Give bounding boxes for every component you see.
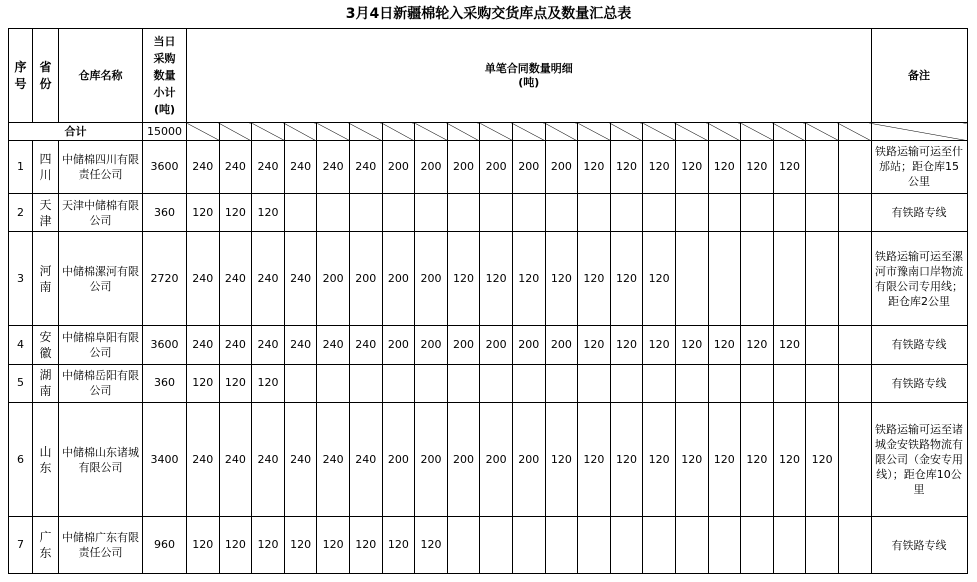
header-warehouse: 仓库名称 — [59, 29, 143, 123]
contract-cell — [545, 517, 578, 574]
total-diagonal-cell — [415, 123, 448, 141]
contract-cell — [708, 193, 741, 232]
contract-cell: 200 — [512, 141, 545, 194]
row-province: 山东 — [33, 403, 59, 517]
row-seq: 1 — [9, 141, 33, 194]
contract-cell: 120 — [610, 325, 643, 364]
total-value: 15000 — [143, 123, 187, 141]
total-diagonal-cell — [512, 123, 545, 141]
contract-cell: 200 — [382, 403, 415, 517]
contract-cell — [741, 517, 774, 574]
contract-cell: 120 — [708, 325, 741, 364]
contract-cell — [643, 193, 676, 232]
contract-cell: 120 — [643, 403, 676, 517]
row-warehouse: 中储棉阜阳有限公司 — [59, 325, 143, 364]
contract-cell — [578, 364, 611, 403]
contract-cell: 240 — [187, 141, 220, 194]
contract-cell: 200 — [512, 325, 545, 364]
total-diagonal-cell — [252, 123, 285, 141]
contract-cell — [838, 403, 871, 517]
contract-cell — [806, 232, 839, 326]
contract-cell — [773, 517, 806, 574]
table-row — [9, 193, 968, 232]
contract-cell: 120 — [578, 403, 611, 517]
contract-cell: 200 — [317, 232, 350, 326]
row-subtotal: 2720 — [143, 232, 187, 326]
contract-cell: 240 — [284, 232, 317, 326]
total-diagonal-cell — [349, 123, 382, 141]
contract-cell — [806, 364, 839, 403]
row-warehouse: 中储棉山东诸城有限公司 — [59, 403, 143, 517]
contract-cell: 200 — [447, 325, 480, 364]
contract-cell: 120 — [349, 517, 382, 574]
contract-cell: 200 — [447, 141, 480, 194]
contract-cell: 200 — [382, 141, 415, 194]
contract-cell: 120 — [382, 517, 415, 574]
contract-cell: 120 — [675, 403, 708, 517]
table-row — [9, 364, 968, 403]
contract-cell — [708, 232, 741, 326]
contract-cell — [773, 232, 806, 326]
contract-cell: 120 — [219, 517, 252, 574]
contract-cell — [512, 193, 545, 232]
contract-cell: 120 — [187, 364, 220, 403]
contract-cell: 200 — [415, 232, 448, 326]
contract-cell — [545, 364, 578, 403]
summary-table — [8, 28, 968, 574]
contract-cell: 200 — [480, 141, 513, 194]
total-diagonal-cell — [219, 123, 252, 141]
contract-cell — [317, 364, 350, 403]
total-diagonal-cell — [545, 123, 578, 141]
total-diagonal-cell — [871, 123, 967, 141]
contract-cell: 240 — [219, 232, 252, 326]
contract-cell — [708, 517, 741, 574]
contract-cell: 120 — [708, 141, 741, 194]
contract-cell — [838, 141, 871, 194]
row-province: 天津 — [33, 193, 59, 232]
contract-cell: 120 — [252, 364, 285, 403]
total-diagonal-cell — [382, 123, 415, 141]
row-province: 四川 — [33, 141, 59, 194]
contract-cell: 240 — [252, 403, 285, 517]
contract-cell — [512, 517, 545, 574]
table-row — [9, 403, 968, 517]
contract-cell: 240 — [349, 325, 382, 364]
contract-cell: 120 — [578, 141, 611, 194]
row-subtotal: 3400 — [143, 403, 187, 517]
contract-cell — [349, 193, 382, 232]
table-row — [9, 141, 968, 194]
contract-cell: 240 — [284, 141, 317, 194]
contract-cell: 200 — [545, 325, 578, 364]
contract-cell: 240 — [349, 403, 382, 517]
contract-cell: 200 — [447, 403, 480, 517]
total-diagonal-cell — [806, 123, 839, 141]
contract-cell: 200 — [415, 403, 448, 517]
contract-cell — [610, 364, 643, 403]
header-seq: 序号 — [9, 29, 33, 123]
row-province: 湖南 — [33, 364, 59, 403]
contract-cell: 240 — [187, 325, 220, 364]
contract-cell: 120 — [741, 325, 774, 364]
contract-cell — [838, 517, 871, 574]
contract-cell: 240 — [252, 232, 285, 326]
row-province: 安徽 — [33, 325, 59, 364]
table-row — [9, 325, 968, 364]
total-diagonal-cell — [708, 123, 741, 141]
contract-cell: 240 — [187, 403, 220, 517]
contract-cell: 200 — [349, 232, 382, 326]
contract-cell — [741, 364, 774, 403]
contract-cell: 200 — [480, 403, 513, 517]
row-subtotal: 360 — [143, 193, 187, 232]
contract-cell: 120 — [447, 232, 480, 326]
contract-cell: 120 — [806, 403, 839, 517]
row-seq: 4 — [9, 325, 33, 364]
contract-cell — [578, 517, 611, 574]
total-diagonal-cell — [317, 123, 350, 141]
contract-cell: 120 — [610, 232, 643, 326]
contract-cell — [708, 364, 741, 403]
row-subtotal: 3600 — [143, 325, 187, 364]
total-label: 合计 — [9, 123, 143, 141]
row-seq: 5 — [9, 364, 33, 403]
contract-cell: 120 — [545, 232, 578, 326]
contract-cell — [675, 517, 708, 574]
contract-cell — [382, 193, 415, 232]
contract-cell: 240 — [349, 141, 382, 194]
contract-cell: 120 — [317, 517, 350, 574]
contract-cell: 120 — [610, 403, 643, 517]
contract-cell — [610, 193, 643, 232]
header-contract-detail: 单笔合同数量明细 (吨) — [187, 29, 872, 123]
row-seq: 7 — [9, 517, 33, 574]
row-note: 铁路运输可运至诸城金安铁路物流有限公司（金安专用线）；距仓库10公里 — [871, 403, 967, 517]
contract-cell: 240 — [187, 232, 220, 326]
contract-cell — [512, 364, 545, 403]
row-subtotal: 3600 — [143, 141, 187, 194]
contract-cell — [284, 364, 317, 403]
contract-cell — [773, 193, 806, 232]
contract-cell — [284, 193, 317, 232]
table-row — [9, 517, 968, 574]
contract-cell: 120 — [773, 403, 806, 517]
contract-cell: 120 — [773, 141, 806, 194]
total-diagonal-cell — [610, 123, 643, 141]
row-note: 有铁路专线 — [871, 193, 967, 232]
contract-cell — [806, 325, 839, 364]
contract-cell: 120 — [643, 141, 676, 194]
contract-cell: 120 — [578, 325, 611, 364]
document-title: 3月4日新疆棉轮入采购交货库点及数量汇总表 — [345, 6, 632, 22]
contract-cell — [675, 232, 708, 326]
contract-cell: 120 — [187, 193, 220, 232]
contract-cell: 120 — [252, 517, 285, 574]
contract-cell: 240 — [219, 325, 252, 364]
contract-cell — [447, 517, 480, 574]
contract-cell: 200 — [415, 325, 448, 364]
row-note: 铁路运输可运至什邡站；距仓库15公里 — [871, 141, 967, 194]
contract-cell: 120 — [480, 232, 513, 326]
contract-cell: 120 — [643, 325, 676, 364]
contract-cell — [741, 193, 774, 232]
contract-cell: 120 — [219, 364, 252, 403]
contract-cell: 240 — [219, 141, 252, 194]
contract-cell: 240 — [284, 403, 317, 517]
contract-cell — [480, 517, 513, 574]
contract-cell: 120 — [252, 193, 285, 232]
row-warehouse: 天津中储棉有限公司 — [59, 193, 143, 232]
total-row — [9, 123, 968, 141]
contract-cell: 120 — [512, 232, 545, 326]
contract-cell: 240 — [317, 403, 350, 517]
row-province: 广东 — [33, 517, 59, 574]
total-diagonal-cell — [838, 123, 871, 141]
header-province: 省份 — [33, 29, 59, 123]
header-note: 备注 — [871, 29, 967, 123]
contract-cell: 120 — [415, 517, 448, 574]
header-daily-subtotal: 当日采购数量小计(吨) — [143, 29, 187, 123]
row-note: 铁路运输可运至漯河市豫南口岸物流有限公司专用线；距仓库2公里 — [871, 232, 967, 326]
contract-cell — [480, 193, 513, 232]
row-warehouse: 中储棉漯河有限公司 — [59, 232, 143, 326]
contract-cell — [806, 193, 839, 232]
contract-cell — [447, 193, 480, 232]
contract-cell — [838, 193, 871, 232]
row-seq: 6 — [9, 403, 33, 517]
contract-cell — [415, 364, 448, 403]
row-note: 有铁路专线 — [871, 517, 967, 574]
row-seq: 3 — [9, 232, 33, 326]
row-warehouse: 中储棉四川有限责任公司 — [59, 141, 143, 194]
contract-cell — [838, 325, 871, 364]
contract-cell: 120 — [610, 141, 643, 194]
header-row — [9, 29, 968, 123]
contract-cell: 120 — [545, 403, 578, 517]
table-row — [9, 232, 968, 326]
row-province: 河南 — [33, 232, 59, 326]
contract-cell: 120 — [741, 141, 774, 194]
contract-cell: 240 — [317, 325, 350, 364]
contract-cell — [643, 517, 676, 574]
contract-cell — [741, 232, 774, 326]
total-diagonal-cell — [480, 123, 513, 141]
contract-cell — [643, 364, 676, 403]
row-warehouse: 中储棉岳阳有限公司 — [59, 364, 143, 403]
contract-cell — [480, 364, 513, 403]
row-subtotal: 960 — [143, 517, 187, 574]
table-body — [9, 141, 968, 574]
contract-cell — [610, 517, 643, 574]
total-diagonal-cell — [284, 123, 317, 141]
contract-cell: 200 — [545, 141, 578, 194]
row-note: 有铁路专线 — [871, 364, 967, 403]
contract-cell — [545, 193, 578, 232]
contract-cell — [447, 364, 480, 403]
row-note: 有铁路专线 — [871, 325, 967, 364]
contract-cell — [806, 141, 839, 194]
contract-cell — [415, 193, 448, 232]
contract-cell — [675, 193, 708, 232]
contract-cell: 240 — [252, 325, 285, 364]
total-diagonal-cell — [675, 123, 708, 141]
contract-cell: 120 — [773, 325, 806, 364]
contract-cell — [349, 364, 382, 403]
contract-cell: 120 — [187, 517, 220, 574]
total-diagonal-cell — [578, 123, 611, 141]
contract-cell — [838, 232, 871, 326]
contract-cell: 200 — [415, 141, 448, 194]
contract-cell — [382, 364, 415, 403]
contract-cell: 200 — [382, 232, 415, 326]
contract-cell: 240 — [252, 141, 285, 194]
contract-cell: 200 — [382, 325, 415, 364]
row-seq: 2 — [9, 193, 33, 232]
total-diagonal-cell — [187, 123, 220, 141]
total-diagonal-cell — [773, 123, 806, 141]
contract-cell: 200 — [512, 403, 545, 517]
contract-cell: 120 — [675, 141, 708, 194]
total-diagonal-cell — [741, 123, 774, 141]
contract-cell — [773, 364, 806, 403]
contract-cell: 240 — [219, 403, 252, 517]
contract-cell: 120 — [219, 193, 252, 232]
contract-cell: 240 — [284, 325, 317, 364]
contract-cell: 120 — [675, 325, 708, 364]
total-diagonal-cell — [643, 123, 676, 141]
contract-cell: 120 — [284, 517, 317, 574]
contract-cell: 120 — [708, 403, 741, 517]
total-diagonal-cell — [447, 123, 480, 141]
contract-cell: 200 — [480, 325, 513, 364]
row-subtotal: 360 — [143, 364, 187, 403]
contract-cell: 120 — [643, 232, 676, 326]
contract-cell — [806, 517, 839, 574]
contract-cell: 240 — [317, 141, 350, 194]
row-warehouse: 中储棉广东有限责任公司 — [59, 517, 143, 574]
contract-cell — [675, 364, 708, 403]
contract-cell: 120 — [741, 403, 774, 517]
contract-cell — [838, 364, 871, 403]
contract-cell — [317, 193, 350, 232]
contract-cell — [578, 193, 611, 232]
contract-cell: 120 — [578, 232, 611, 326]
